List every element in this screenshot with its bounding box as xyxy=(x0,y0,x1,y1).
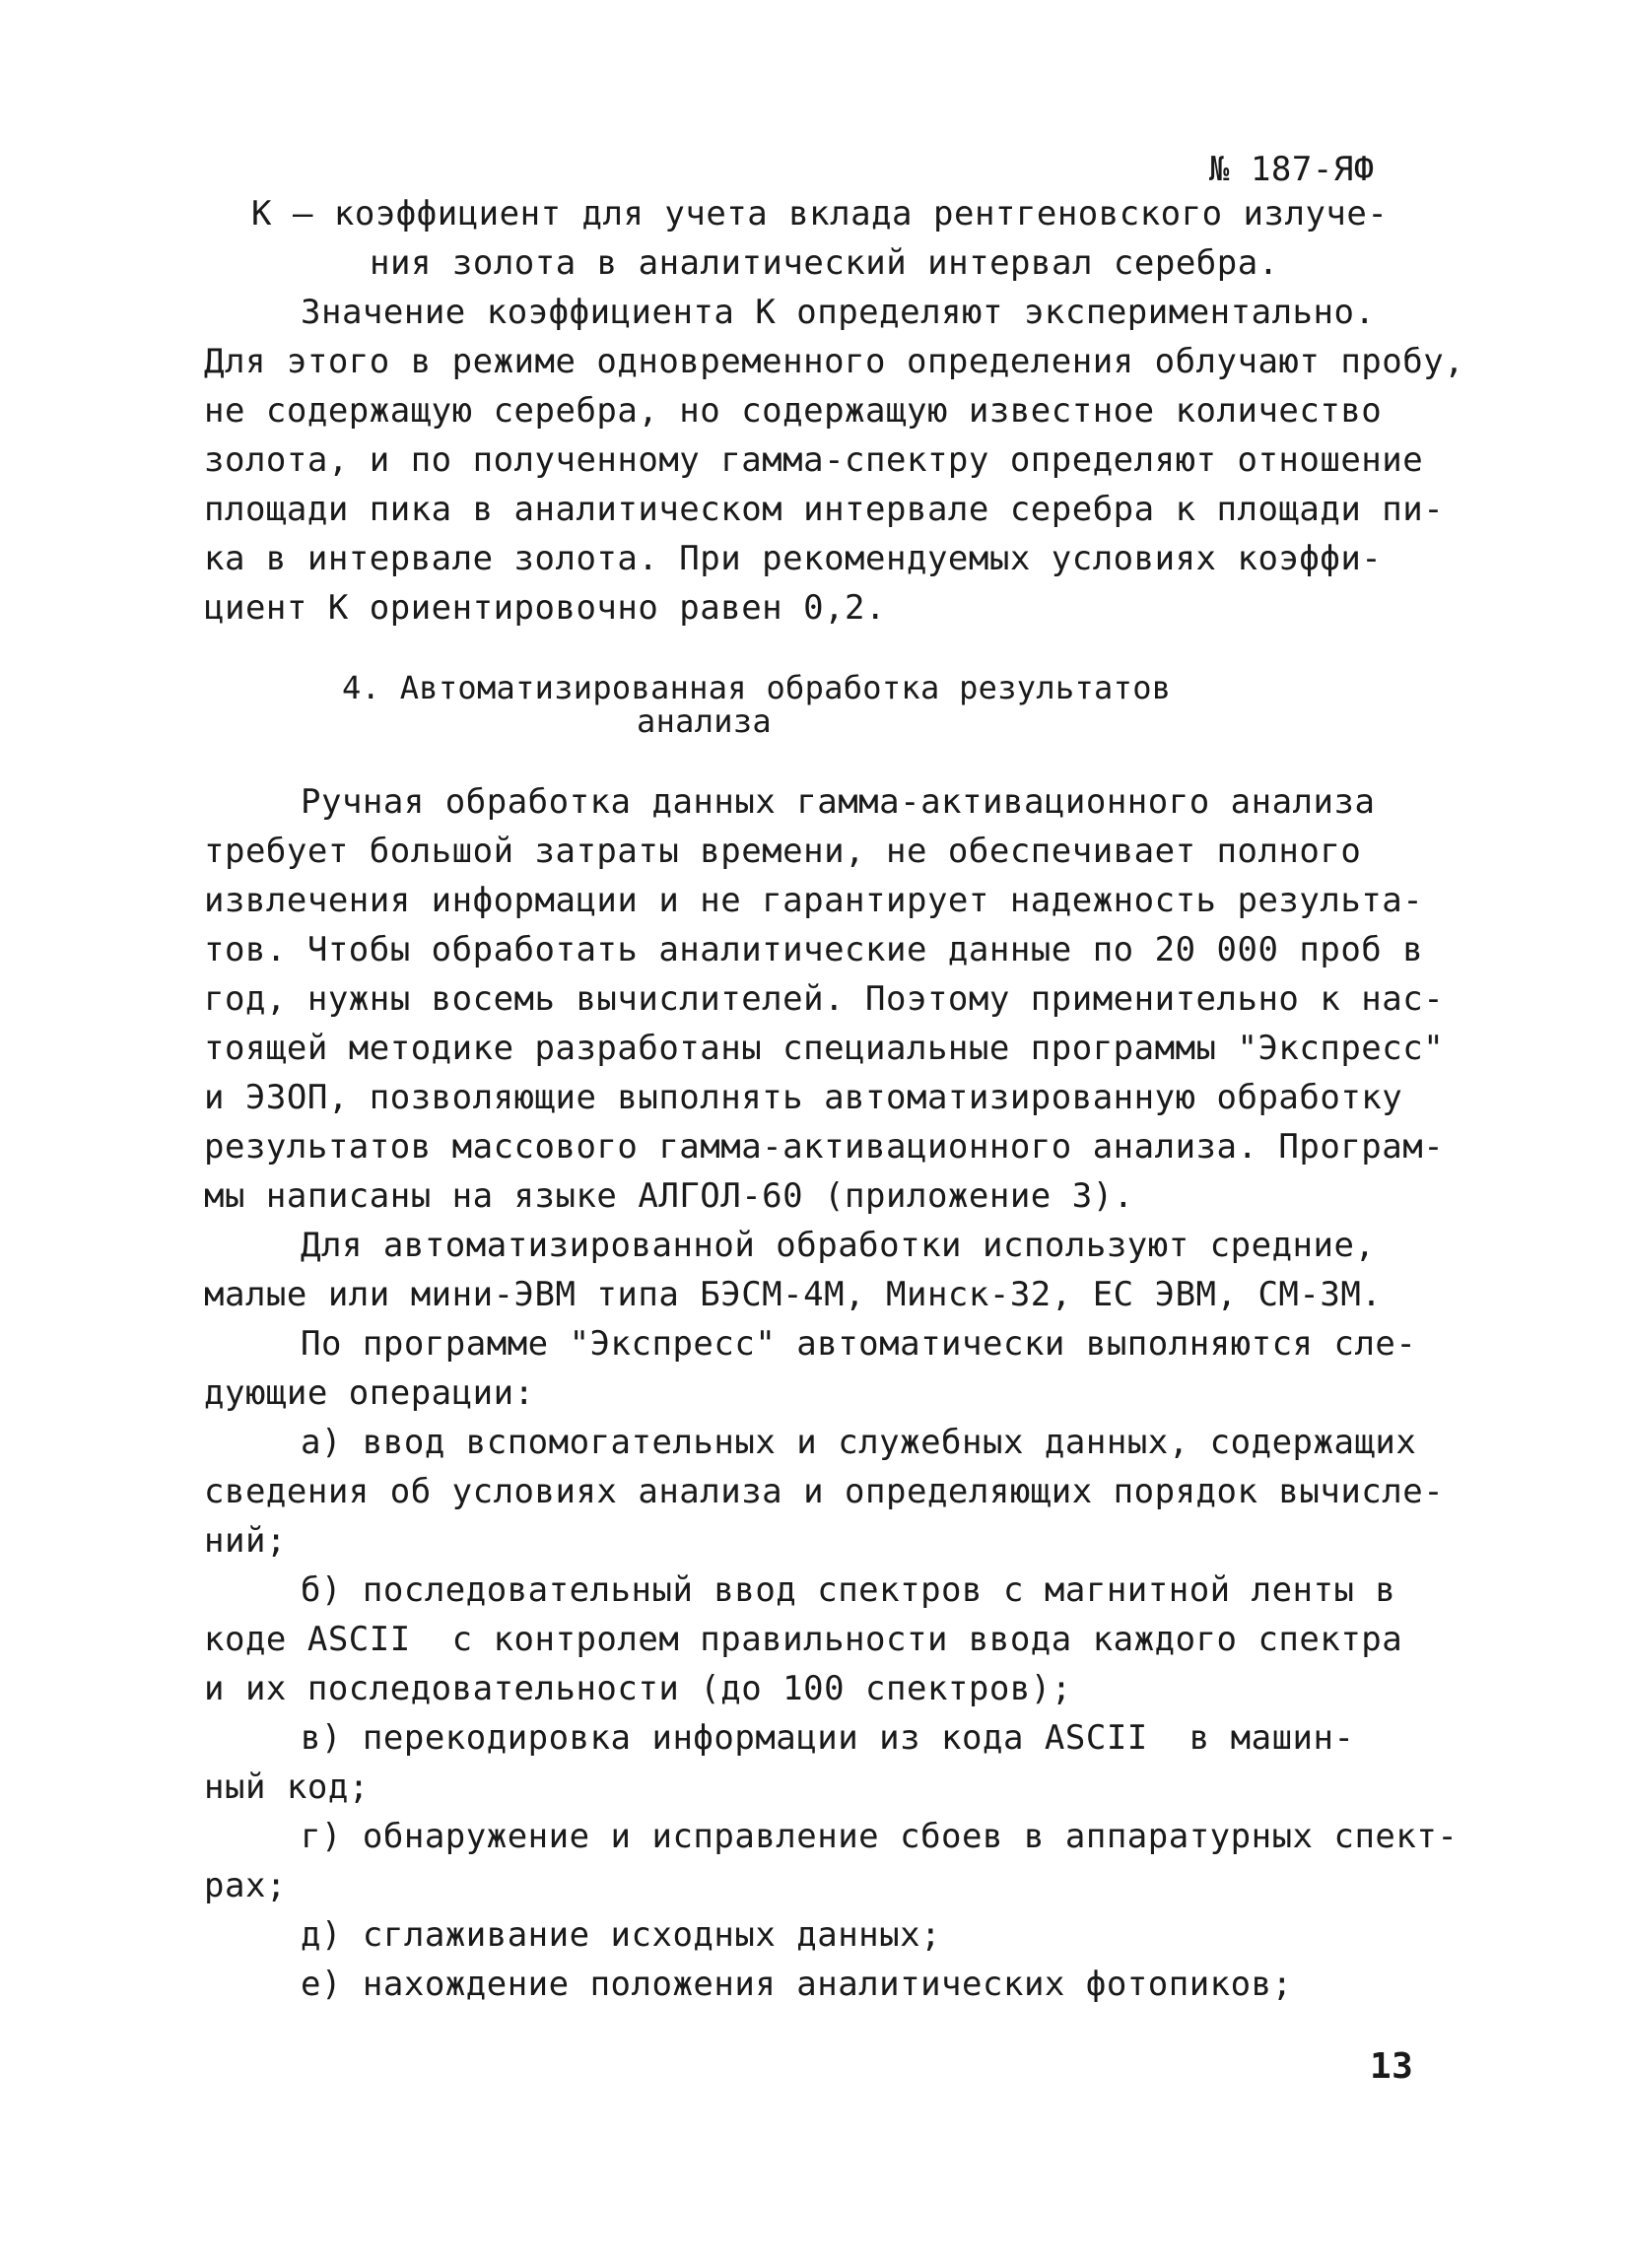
list-item-continuation: ний; xyxy=(204,1521,287,1561)
paragraph-line: тов. Чтобы обработать аналитические данные по 20 000 проб в xyxy=(204,930,1424,969)
paragraph-line: Для этого в режиме одновременного определения облучают пробу, xyxy=(204,342,1465,381)
paragraph-line: По программе "Экспресс" автоматически выполняются сле- xyxy=(301,1324,1417,1364)
list-item: г) обнаружение и исправление сбоев в аппаратурных спект- xyxy=(301,1817,1459,1856)
page-number: 13 xyxy=(1370,2046,1414,2087)
paragraph-line: не содержащую серебра, но содержащую известное количество xyxy=(204,391,1383,431)
paragraph-line: мы написаны на языке АЛГОЛ-60 (приложение 3). xyxy=(204,1176,1134,1216)
list-item-continuation: коде ASCII с контролем правильности ввода каждого спектра xyxy=(204,1620,1403,1659)
paragraph-line: площади пика в аналитическом интервале серебра к площади пи- xyxy=(204,490,1445,529)
paragraph-line: дующие операции: xyxy=(204,1373,535,1413)
paragraph-line: Значение коэффициента К определяют экспериментально. xyxy=(301,293,1376,332)
list-item-continuation: и их последовательности (до 100 спектров); xyxy=(204,1669,1072,1708)
section-heading: анализа xyxy=(637,702,772,740)
list-item-continuation: сведения об условиях анализа и определяющих порядок вычисле- xyxy=(204,1472,1445,1511)
paragraph-line: требует большой затраты времени, не обеспечивает полного xyxy=(204,832,1362,871)
paragraph-line: малые или мини-ЭВМ типа БЭСМ-4М, Минск-32, ЕС ЭВМ, СМ-3М. xyxy=(204,1275,1383,1314)
paragraph-line: Ручная обработка данных гамма-активационного анализа xyxy=(301,782,1376,822)
list-item: а) ввод вспомогательных и служебных данных, содержащих xyxy=(301,1423,1417,1462)
paragraph-line: результатов массового гамма-активационного анализа. Програм- xyxy=(204,1127,1445,1167)
definition-line: К – коэффициент для учета вклада рентгеновского излуче- xyxy=(251,194,1389,233)
list-item: е) нахождение положения аналитических фотопиков; xyxy=(301,1965,1293,2004)
paragraph-line: Для автоматизированной обработки используют средние, xyxy=(301,1226,1376,1265)
section-heading: 4. Автоматизированная обработка результатов xyxy=(342,669,1172,706)
paragraph-line: и ЭЗОП, позволяющие выполнять автоматизированную обработку xyxy=(204,1078,1403,1117)
document-number: № 187-ЯФ xyxy=(1209,150,1375,189)
paragraph-line: золота, и по полученному гамма-спектру определяют отношение xyxy=(204,440,1424,480)
paragraph-line: циент К ориентировочно равен 0,2. xyxy=(204,588,887,628)
list-item: д) сглаживание исходных данных; xyxy=(301,1915,942,1955)
list-item: в) перекодировка информации из кода ASCII в машин- xyxy=(301,1718,1355,1758)
definition-line: ния золота в аналитический интервал серебра. xyxy=(370,243,1279,283)
list-item-continuation: ный код; xyxy=(204,1768,370,1807)
paragraph-line: тоящей методике разработаны специальные программы "Экспресс" xyxy=(204,1029,1445,1068)
list-item-continuation: рах; xyxy=(204,1866,287,1905)
paragraph-line: извлечения информации и не гарантирует надежность результа- xyxy=(204,881,1424,920)
paragraph-line: ка в интервале золота. При рекомендуемых условиях коэффи- xyxy=(204,539,1383,578)
paragraph-line: год, нужны восемь вычислителей. Поэтому применительно к нас- xyxy=(204,979,1445,1019)
list-item: б) последовательный ввод спектров с магнитной ленты в xyxy=(301,1570,1396,1610)
